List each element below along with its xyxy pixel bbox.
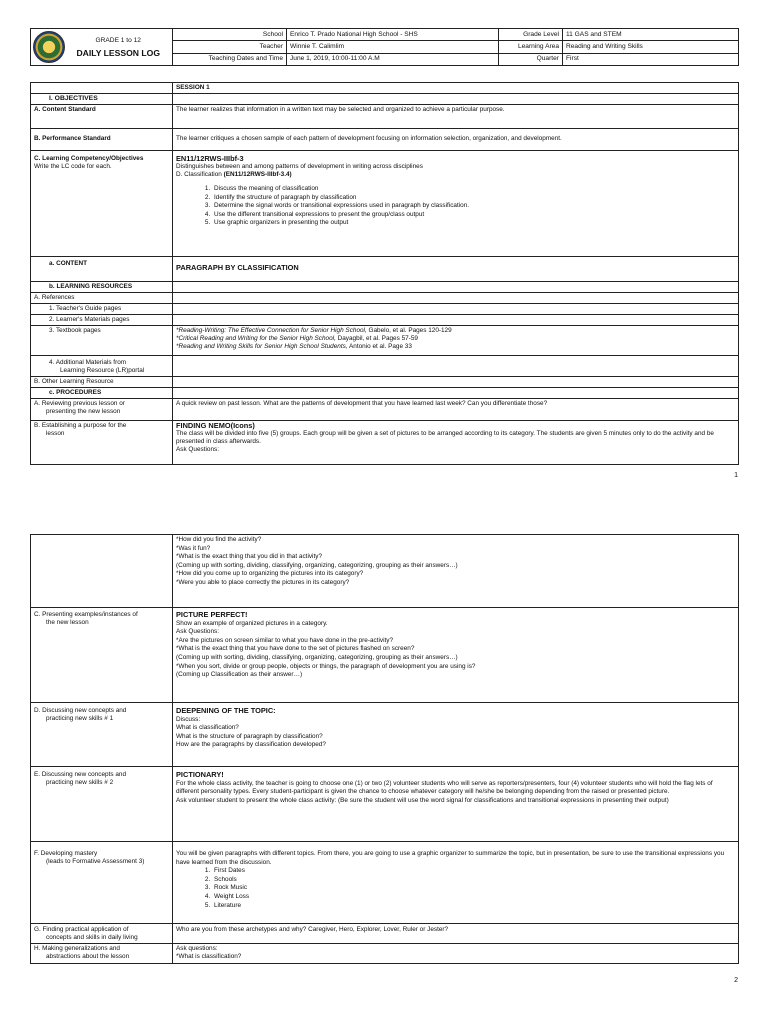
blank-cell [173,282,739,293]
competency-list [176,185,735,228]
blank-cell [31,83,173,94]
learning-area-value: Reading and Writing Skills [563,41,739,53]
presenting-line: *What is the exact thing that you have done to the set of pictures flashed on screen? [176,645,415,653]
session-title: SESSION 1 [173,83,739,94]
title-cell [65,29,173,66]
presenting-line: Show an example of organized pictures in a category. [176,619,328,627]
teacher-label: Teacher [173,41,287,53]
textbook-pages: Dayagbil, et al. Pages 57-59 [335,335,418,342]
additional-materials-line: 4. Additional Materials from [49,359,127,366]
grade-level-label: Grade Level [499,29,563,41]
content-standard-label: A. Content Standard [31,105,173,129]
seal-icon [33,31,65,63]
procedures-label: c. PROCEDURES [31,388,173,399]
textbook-cell [173,326,739,356]
objectives-heading: I. OBJECTIVES [31,94,173,105]
presenting-cell [173,608,739,703]
textbook-pages: Gabelo, et al. Pages 120-129 [366,327,452,334]
presenting-label [31,608,173,703]
mastery-label-line: (leads to Formative Assessment 3) [46,858,145,865]
question-line: *What is the exact thing that you did in that activity? [176,553,322,561]
question-line: *How did you come up to organizing the pictures into its category? [176,570,364,578]
textbook-title: *Reading and Writing Skills for Senior High School Students, [176,343,348,350]
learners-materials-label: 2. Learner's Materials pages [31,315,173,326]
school-value: Enrico T. Prado National High School - SHS [287,29,499,41]
presenting-line: (Coming up with sorting, dividing, classifying, organizing, categorizing, grouping as their answers…) [176,653,458,661]
page-number: 1 [734,472,738,479]
purpose-label-line: B. Establishing a purpose for the [34,422,127,429]
presenting-label-line: the new lesson [46,619,89,626]
performance-standard-label: B. Performance Standard [31,129,173,151]
concepts-2-label-line: practicing new skills # 2 [46,779,114,786]
presenting-line: (Coming up Classification as their answer…) [176,671,303,679]
blank-cell [173,315,739,326]
page-2 [0,510,768,1024]
application-text: Who are you from these archetypes and why? Caregiver, Hero, Explorer, Lover, Ruler or Jester? [173,924,739,944]
concepts-2-title: PICTIONARY! [176,770,224,779]
generalization-line: *What is classification? [176,953,242,960]
blank-cell [31,535,173,608]
competency-desc: Distinguishes between and among patterns of development in writing across disciplines [176,163,423,170]
blank-cell [173,356,739,377]
concepts-2-text: For the whole class activity, the teacher is going to choose one (1) or two (2) volunteer students who will serve as reporters/presenters, four (4) volunteer students who will hold the flag lets of different personality types. Every student-participant is given the chance to choose whatever category will he/she be belonging depending from the raised or presented picture. [176,779,713,796]
grade-range: GRADE 1 to 12 [95,36,141,44]
textbook-pages: Antonio et al. Page 33 [347,343,412,350]
concepts-1-label-line: D. Discussing new concepts and [34,707,127,714]
presenting-line: *When you sort, divide or group people, objects or things, the paragraph of development you are using is? [176,662,476,670]
list-item: 5. Use graphic organizers in presenting the output [212,219,735,228]
lesson-table-page-2 [30,534,739,964]
textbook-label: 3. Textbook pages [31,326,173,356]
list-item: 4. Weight Loss [212,893,735,902]
textbook-ref [176,343,735,351]
other-resource-label: B. Other Learning Resource [31,377,173,388]
teachers-guide-label: 1. Teacher's Guide pages [31,304,173,315]
purpose-cell [173,421,739,465]
textbook-ref [176,335,735,343]
concepts-1-cell [173,703,739,767]
concepts-1-line: Discuss: [176,715,201,723]
generalization-label-line: abstractions about the lesson [46,953,130,960]
mastery-label-line: F. Developing mastery [34,850,98,857]
review-label-line: presenting the new lesson [46,408,121,415]
grade-level-value: 11 GAS and STEM [563,29,739,41]
list-item: 4. Use the different transitional expressions to present the group/class output [212,211,735,220]
concepts-2-text: Ask volunteer student to present the whole class activity: (Be sure the student will use the word signal for classifications and transitional expressions in presenting their output) [176,796,669,804]
review-text: A quick review on past lesson. What are the patterns of development that you have learned last week? Can you differentiate those? [173,399,739,421]
purpose-title: FINDING NEMO(Icons) [176,421,255,430]
list-item: 3. Rock Music [212,884,735,893]
concepts-1-title: DEEPENING OF THE TOPIC: [176,706,276,715]
list-item: 5. Literature [212,902,735,911]
list-item: 2. Identify the structure of paragraph by classification [212,194,735,203]
purpose-label-line: lesson [46,430,65,437]
presenting-line: Ask Questions: [176,628,219,636]
learning-area-label: Learning Area [499,41,563,53]
page-number: 2 [734,977,738,984]
content-label: a. CONTENT [31,257,173,282]
generalization-label [31,944,173,964]
application-label-line: G. Finding practical application of [34,926,129,933]
question-line: *How did you find the activity? [176,536,262,543]
dates-value: June 1, 2019, 10:00-11:00 A.M [287,53,499,65]
generalization-label-line: H. Making generalizations and [34,945,120,952]
dates-label: Teaching Dates and Time [173,53,287,65]
competency-code: EN11/12RWS-IIIbf-3 [176,154,244,163]
list-item: 1. Discuss the meaning of classification [212,185,735,194]
competency-sub: Write the LC code for each. [34,163,112,170]
list-item: 1. First Dates [212,867,735,876]
page-1 [0,0,768,497]
concepts-2-label-line: E. Discussing new concepts and [34,771,127,778]
application-label [31,924,173,944]
blank-cell [173,293,739,304]
review-label-line: A. Reviewing previous lesson or [34,400,125,407]
textbook-ref [176,327,735,335]
concepts-2-cell [173,767,739,842]
references-label: A. References [31,293,173,304]
header-table [30,28,739,66]
concepts-2-label [31,767,173,842]
additional-materials-label [31,356,173,377]
concepts-1-label [31,703,173,767]
learning-resources-label: b. LEARNING RESOURCES [31,282,173,293]
application-label-line: concepts and skills in daily living [46,934,138,941]
mastery-text: You will be given paragraphs with different topics. From there, you are going to use a graphic organizer to summarize the topic, but in presentation, be sure to use the transitional expressions you have learned from the discussion. [176,850,725,866]
blank-cell [173,94,739,105]
performance-standard-text: The learner critiques a chosen sample of each pattern of development focusing on information selection, organization, and development. [173,129,739,151]
purpose-text: The class will be divided into five (5) groups. Each group will be given a set of pictures to be arranged according to its category. The students are given 5 minutes only to do the activity and be presented in class afterwards. [176,430,714,445]
list-item: 3. Determine the signal words or transitional expressions used in paragraph by classification. [212,202,735,211]
blank-cell [173,377,739,388]
competency-classification [176,171,735,179]
presenting-label-line: C. Presenting examples/instances of [34,611,138,618]
school-label: School [173,29,287,41]
concepts-1-label-line: practicing new skills # 1 [46,715,114,722]
review-label [31,399,173,421]
presenting-line: *Are the pictures on screen similar to what you have done in the pre-activity? [176,636,394,644]
additional-materials-line: Learning Resource (LR)portal [60,367,145,374]
question-line: (Coming up with sorting, dividing, classifying, organizing, categorizing, grouping as their answers…) [176,561,458,569]
generalization-cell [173,944,739,964]
blank-cell [173,304,739,315]
concepts-1-line: What is classification? [176,724,239,732]
quarter-label: Quarter [499,53,563,65]
textbook-title: *Critical Reading and Writing for the Senior High School, [176,335,336,342]
continued-questions [173,535,739,608]
competency-label: C. Learning Competency/Objectives [34,155,144,162]
mastery-label [31,842,173,924]
competency-d-code: (EN11/12RWS-IIIbf-3.4) [223,171,292,178]
content-text: PARAGRAPH BY CLASSIFICATION [173,257,739,282]
list-item: 2. Schools [212,876,735,885]
purpose-ask: Ask Questions: [176,446,219,453]
mastery-cell [173,842,739,924]
presenting-title: PICTURE PERFECT! [176,610,248,619]
textbook-title: *Reading-Writing: The Effective Connection for Senior High School, [176,327,367,334]
deped-seal [31,29,65,66]
concepts-1-line: What is the structure of paragraph by classification? [176,732,323,740]
competency-label-cell [31,151,173,257]
lesson-table-page-1 [30,82,739,465]
concepts-1-line: How are the paragraphs by classification developed? [176,741,326,749]
teacher-value: Winnie T. Calimlim [287,41,499,53]
generalization-line: Ask questions: [176,945,218,952]
purpose-label [31,421,173,465]
question-line: *Were you able to place correctly the pictures in its category? [176,578,350,586]
quarter-value: First [563,53,739,65]
content-standard-text: The learner realizes that information in a written text may be selected and organized to achieve a particular purpose. [173,105,739,129]
document-title: DAILY LESSON LOG [76,47,161,58]
topic-list [176,867,735,910]
competency-d-prefix: D. Classification [176,171,222,178]
competency-cell [173,151,739,257]
question-line: *Was it fun? [176,544,211,552]
blank-cell [173,388,739,399]
